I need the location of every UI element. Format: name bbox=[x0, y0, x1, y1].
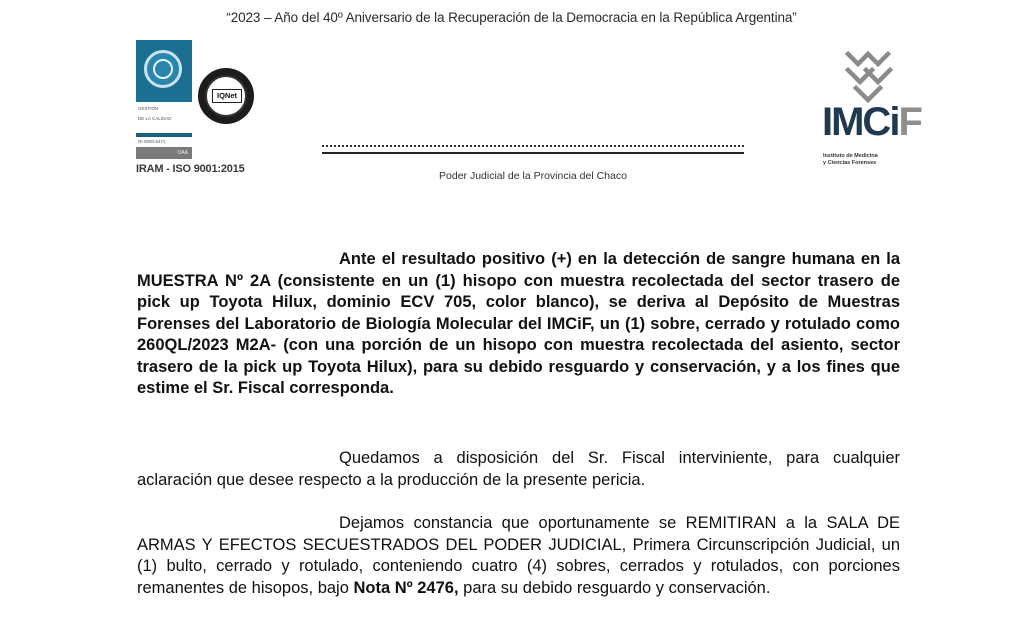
iram-caption-2: DE LA CALIDAD bbox=[138, 116, 172, 121]
iram-divider bbox=[136, 133, 192, 137]
iram-oaa-band: OAA bbox=[136, 147, 192, 159]
iqnet-logo bbox=[198, 68, 254, 124]
paragraph-sample-result: Ante el resultado positivo (+) en la detección de sangre humana en la MUESTRA Nº 2A (consistente en un (1) hisopo con muestra recolectada del sector trasero de pick up Toyota Hilux, dominio ECV 705, color blanco), se deriva al Depósito de Muestras Forenses del Laboratorio de Biología Molecular del IMCiF, un (1) sobre, cerrado y rotulado como 260QL/2023 M2A- (con una porción de un hisopo con muestra recolectada del asiento, sector trasero de la pick up Toyota Hilux), para su debido resguardo y conservación, y a los fines que estime el Sr. Fiscal corresponda. bbox=[137, 250, 900, 397]
iram-registration: RI-9000-6471 bbox=[138, 139, 166, 144]
institution-subtitle: Poder Judicial de la Provincia del Chaco bbox=[439, 170, 627, 182]
paragraph-availability: Quedamos a disposición del Sr. Fiscal interviniente, para cualquier aclaración que desee respecto a la producción de la presente pericia. bbox=[137, 449, 900, 489]
nota-number: Nota Nº 2476, bbox=[353, 578, 459, 597]
paragraph-remittance: Dejamos constancia que oportunamente se REMITIRAN a la SALA DE ARMAS Y EFECTOS SECUESTRADOS DEL PODER JUDICIAL, Primera Circunscripción Judicial, un (1) bulto, cerrado y rotulado, conteniendo cuatro (4) sobres, cerrados y rotulados, con porciones remanentes de hisopos, bajo Nota Nº 2476, para su debido resguardo y conservación. bbox=[137, 514, 900, 597]
iram-iso-label: IRAM - ISO 9001:2015 bbox=[136, 163, 245, 175]
iram-seal-icon bbox=[144, 50, 182, 88]
iram-logo bbox=[136, 40, 192, 102]
imcif-logo-text: IMCiF bbox=[822, 100, 921, 144]
imcif-chevron-icon bbox=[838, 48, 898, 104]
iram-caption-1: GESTION bbox=[138, 106, 159, 111]
iqnet-label: IQNet bbox=[212, 89, 242, 103]
header-dotted-rule bbox=[322, 145, 744, 147]
commemorative-motto: “2023 – Año del 40º Aniversario de la Recuperación de la Democracia en la República Argentina” bbox=[226, 10, 797, 25]
imcif-logo-subtitle: Instituto de Medicina y Ciencias Forenses bbox=[823, 153, 878, 166]
header-solid-rule bbox=[322, 152, 744, 154]
